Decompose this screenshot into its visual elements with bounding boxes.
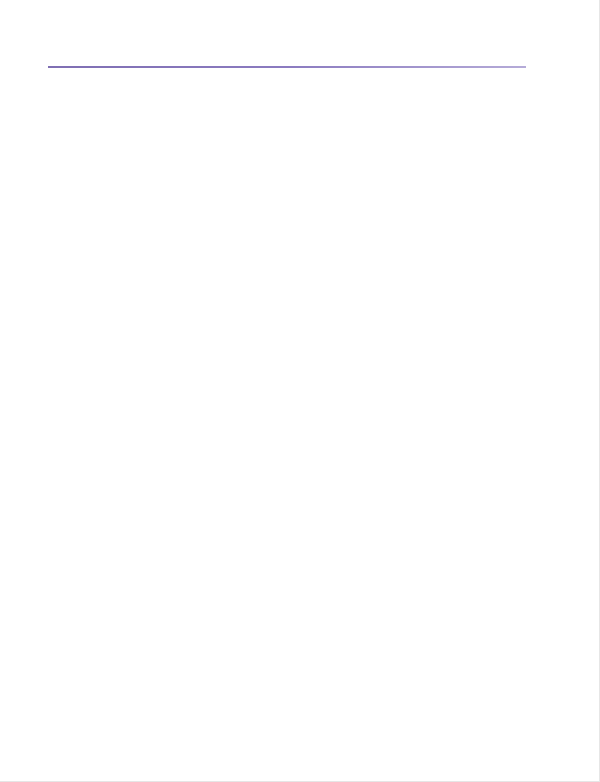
title-underline: [48, 66, 526, 68]
